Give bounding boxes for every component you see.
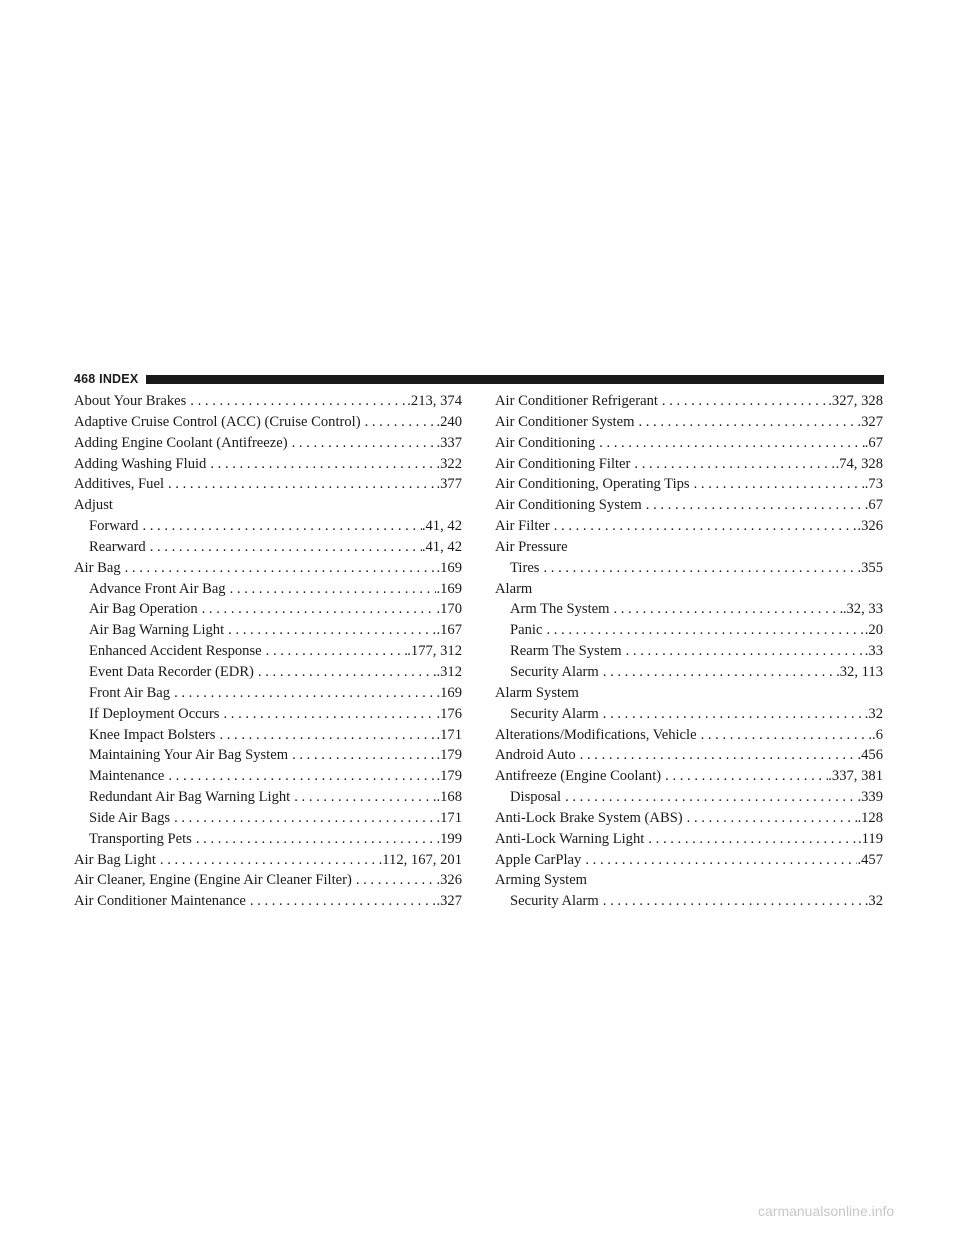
- entry-label: Redundant Air Bag Warning Light: [89, 789, 291, 806]
- dot-leader: [690, 474, 865, 495]
- entry-pages: .327, 328: [828, 393, 883, 409]
- dot-leader: [198, 599, 437, 620]
- entry-label: Disposal: [510, 789, 562, 806]
- entry-pages: .457: [857, 851, 883, 868]
- entry-label: Alarm System: [495, 684, 579, 701]
- dot-leader: [599, 662, 836, 683]
- entry-label: Rearward: [89, 538, 146, 555]
- entry-pages: .32, 33: [842, 601, 883, 618]
- entry-pages: .199: [436, 830, 462, 847]
- entry-label: About Your Brakes: [74, 393, 187, 409]
- index-column-left: [74, 391, 462, 912]
- entry-label: Air Bag Operation: [89, 601, 198, 618]
- entry-label: Air Conditioning, Operating Tips: [495, 476, 690, 493]
- index-subentry: [495, 704, 883, 725]
- index-subentry: [495, 620, 883, 641]
- index-entry: [495, 745, 883, 766]
- dot-leader: [288, 745, 436, 766]
- dot-leader: [576, 745, 858, 766]
- entry-pages: .355: [857, 559, 883, 576]
- index-entry: [74, 558, 462, 579]
- entry-pages: .377: [436, 476, 462, 493]
- entry-pages: .213, 374: [407, 393, 462, 409]
- dot-leader: [542, 620, 864, 641]
- dot-leader: [164, 766, 436, 787]
- dot-leader: [254, 662, 437, 683]
- entry-pages: .128: [857, 809, 883, 826]
- index-entry: [495, 683, 883, 704]
- dot-leader: [622, 641, 865, 662]
- dot-leader: [164, 474, 436, 495]
- dot-leader: [170, 683, 436, 704]
- entry-label: Antifreeze (Engine Coolant): [495, 768, 662, 785]
- index-entry: [74, 850, 462, 871]
- dot-leader: [138, 516, 421, 537]
- dot-leader: [156, 850, 379, 871]
- index-entry: [495, 391, 883, 412]
- entry-label: If Deployment Occurs: [89, 705, 220, 722]
- page-header-label: [74, 372, 138, 386]
- dot-leader: [595, 433, 865, 454]
- entry-pages: .179: [436, 768, 462, 785]
- entry-pages: .171: [436, 809, 462, 826]
- index-entry: [495, 516, 883, 537]
- entry-pages: .67: [864, 434, 883, 451]
- entry-pages: .312: [436, 663, 462, 680]
- entry-label: Alterations/Modifications, Vehicle: [495, 726, 697, 743]
- entry-pages: .177, 312: [407, 643, 462, 660]
- entry-pages: .112, 167, 201: [378, 851, 462, 868]
- index-entry: [74, 391, 462, 412]
- dot-leader: [290, 787, 436, 808]
- dot-leader: [550, 516, 858, 537]
- entry-label: Alarm: [495, 580, 533, 597]
- entry-pages: .322: [436, 455, 462, 472]
- entry-label: Front Air Bag: [89, 684, 171, 701]
- index-entry: [495, 495, 883, 516]
- entry-pages: .41, 42: [421, 518, 462, 535]
- index-entry: [495, 808, 883, 829]
- dot-leader: [561, 787, 857, 808]
- entry-label: Air Bag Warning Light: [89, 622, 225, 639]
- entry-pages: .20: [864, 622, 883, 639]
- dot-leader: [226, 579, 437, 600]
- entry-pages: .73: [864, 476, 883, 493]
- watermark: carmanualsonline.info: [758, 1203, 895, 1219]
- dot-leader: [352, 870, 437, 891]
- index-entry: [495, 850, 883, 871]
- entry-pages: .119: [858, 830, 883, 847]
- index-subentry: [74, 537, 462, 558]
- entry-label: Arming System: [495, 872, 588, 889]
- entry-pages: .176: [436, 705, 462, 722]
- entry-pages: .169: [436, 580, 462, 597]
- entry-pages: .41, 42: [421, 538, 462, 555]
- entry-pages: .240: [436, 413, 462, 430]
- entry-pages: .167: [436, 622, 462, 639]
- page-header: [74, 371, 884, 387]
- entry-label: Air Filter: [495, 518, 550, 535]
- index-subentry: [495, 558, 883, 579]
- entry-label: Security Alarm: [510, 705, 599, 722]
- dot-leader: [683, 808, 858, 829]
- index-subentry: [495, 599, 883, 620]
- dot-leader: [539, 558, 857, 579]
- entry-pages: .337: [436, 434, 462, 451]
- index-entry: [74, 495, 462, 516]
- entry-pages: .33: [864, 643, 883, 660]
- entry-label: Android Auto: [495, 747, 576, 764]
- index-entry: [495, 433, 883, 454]
- index-subentry: [74, 725, 462, 746]
- entry-label: Air Cleaner, Engine (Engine Air Cleaner Filter): [74, 872, 352, 889]
- index-entry: [495, 537, 883, 558]
- entry-label: Advance Front Air Bag: [89, 580, 226, 597]
- index-entry: [495, 870, 883, 891]
- dot-leader: [644, 829, 858, 850]
- entry-pages: .169: [436, 684, 462, 701]
- index-subentry: [74, 662, 462, 683]
- dot-leader: [658, 391, 828, 412]
- index-entry: [74, 870, 462, 891]
- entry-label: Security Alarm: [510, 893, 599, 910]
- entry-label: Tires: [510, 559, 540, 576]
- index-entry: [495, 579, 883, 600]
- index-subentry: [74, 516, 462, 537]
- index-subentry: [74, 579, 462, 600]
- entry-label: Air Conditioner Refrigerant: [495, 393, 658, 409]
- dot-leader: [630, 454, 835, 475]
- entry-pages: .169: [436, 559, 462, 576]
- entry-label: Additives, Fuel: [74, 476, 164, 493]
- entry-label: Adding Washing Fluid: [74, 455, 207, 472]
- dot-leader: [361, 412, 437, 433]
- index-subentry: [74, 829, 462, 850]
- index-subentry: [74, 620, 462, 641]
- index-subentry: [495, 891, 883, 912]
- entry-label: Apple CarPlay: [495, 851, 582, 868]
- entry-pages: .337, 381: [828, 768, 883, 785]
- entry-label: Side Air Bags: [89, 809, 171, 826]
- entry-label: Panic: [510, 622, 543, 639]
- index-entry: [495, 412, 883, 433]
- entry-pages: .170: [436, 601, 462, 618]
- entry-label: Transporting Pets: [89, 830, 192, 847]
- dot-leader: [599, 891, 865, 912]
- entry-label: Forward: [89, 518, 139, 535]
- index-subentry: [74, 808, 462, 829]
- entry-pages: .67: [864, 497, 883, 514]
- dot-leader: [146, 537, 422, 558]
- index-subentry: [495, 787, 883, 808]
- entry-pages: .168: [436, 789, 462, 806]
- dot-leader: [215, 725, 436, 746]
- index-subentry: [74, 599, 462, 620]
- header-rule: [146, 375, 884, 384]
- entry-pages: .179: [436, 747, 462, 764]
- index-column-right: [495, 391, 883, 912]
- index-subentry: [495, 662, 883, 683]
- entry-label: Air Pressure: [495, 538, 568, 555]
- dot-leader: [697, 725, 872, 746]
- dot-leader: [288, 433, 437, 454]
- entry-label: Air Bag Light: [74, 851, 156, 868]
- index-entry: [495, 454, 883, 475]
- entry-label: Enhanced Accident Response: [89, 643, 262, 660]
- dot-leader: [206, 454, 436, 475]
- index-entry: [74, 433, 462, 454]
- entry-pages: .74, 328: [835, 455, 883, 472]
- dot-leader: [186, 391, 407, 412]
- index-subentry: [74, 683, 462, 704]
- index-entry: [74, 474, 462, 495]
- entry-label: Air Conditioning: [495, 434, 596, 451]
- index-entry: [495, 829, 883, 850]
- index-subentry: [74, 641, 462, 662]
- index-entry: [74, 454, 462, 475]
- dot-leader: [220, 704, 437, 725]
- entry-label: Anti-Lock Warning Light: [495, 830, 645, 847]
- entry-pages: .6: [872, 726, 883, 743]
- entry-label: Adjust: [74, 497, 113, 514]
- index-subentry: [74, 745, 462, 766]
- dot-leader: [262, 641, 408, 662]
- entry-label: Air Conditioning Filter: [495, 455, 631, 472]
- entry-label: Air Bag: [74, 559, 121, 576]
- dot-leader: [192, 829, 437, 850]
- dot-leader: [634, 412, 857, 433]
- index-entry: [495, 725, 883, 746]
- entry-pages: .339: [857, 789, 883, 806]
- index-subentry: [74, 787, 462, 808]
- dot-leader: [246, 891, 437, 912]
- entry-label: Air Conditioning System: [495, 497, 642, 514]
- dot-leader: [170, 808, 436, 829]
- entry-label: Adaptive Cruise Control (ACC) (Cruise Control): [74, 413, 361, 430]
- dot-leader: [661, 766, 828, 787]
- dot-leader: [609, 599, 842, 620]
- dot-leader: [642, 495, 865, 516]
- entry-pages: .326: [436, 872, 462, 889]
- entry-pages: .171: [436, 726, 462, 743]
- index-entry: [495, 474, 883, 495]
- entry-pages: .32: [864, 705, 883, 722]
- entry-label: Anti-Lock Brake System (ABS): [495, 809, 683, 826]
- dot-leader: [581, 850, 857, 871]
- entry-label: Air Conditioner System: [495, 413, 635, 430]
- entry-pages: .32, 113: [836, 663, 883, 680]
- section-title: INDEX: [99, 372, 139, 386]
- dot-leader: [121, 558, 437, 579]
- entry-label: Knee Impact Bolsters: [89, 726, 216, 743]
- index-subentry: [74, 766, 462, 787]
- index-subentry: [74, 704, 462, 725]
- index-entry: [74, 412, 462, 433]
- index-entry: [74, 891, 462, 912]
- dot-leader: [224, 620, 436, 641]
- page-number: 468: [74, 372, 96, 386]
- entry-pages: .456: [857, 747, 883, 764]
- entry-label: Adding Engine Coolant (Antifreeze): [74, 434, 288, 451]
- entry-label: Maintenance: [89, 768, 165, 785]
- index-entry: [495, 766, 883, 787]
- entry-pages: .327: [436, 893, 462, 910]
- entry-pages: .327: [857, 413, 883, 430]
- entry-label: Maintaining Your Air Bag System: [89, 747, 289, 764]
- entry-label: Arm The System: [510, 601, 610, 618]
- index-subentry: [495, 641, 883, 662]
- entry-label: Security Alarm: [510, 663, 599, 680]
- entry-label: Event Data Recorder (EDR): [89, 663, 254, 680]
- dot-leader: [599, 704, 865, 725]
- entry-pages: .326: [857, 518, 883, 535]
- entry-pages: .32: [864, 893, 883, 910]
- entry-label: Rearm The System: [510, 643, 622, 660]
- entry-label: Air Conditioner Maintenance: [74, 893, 246, 910]
